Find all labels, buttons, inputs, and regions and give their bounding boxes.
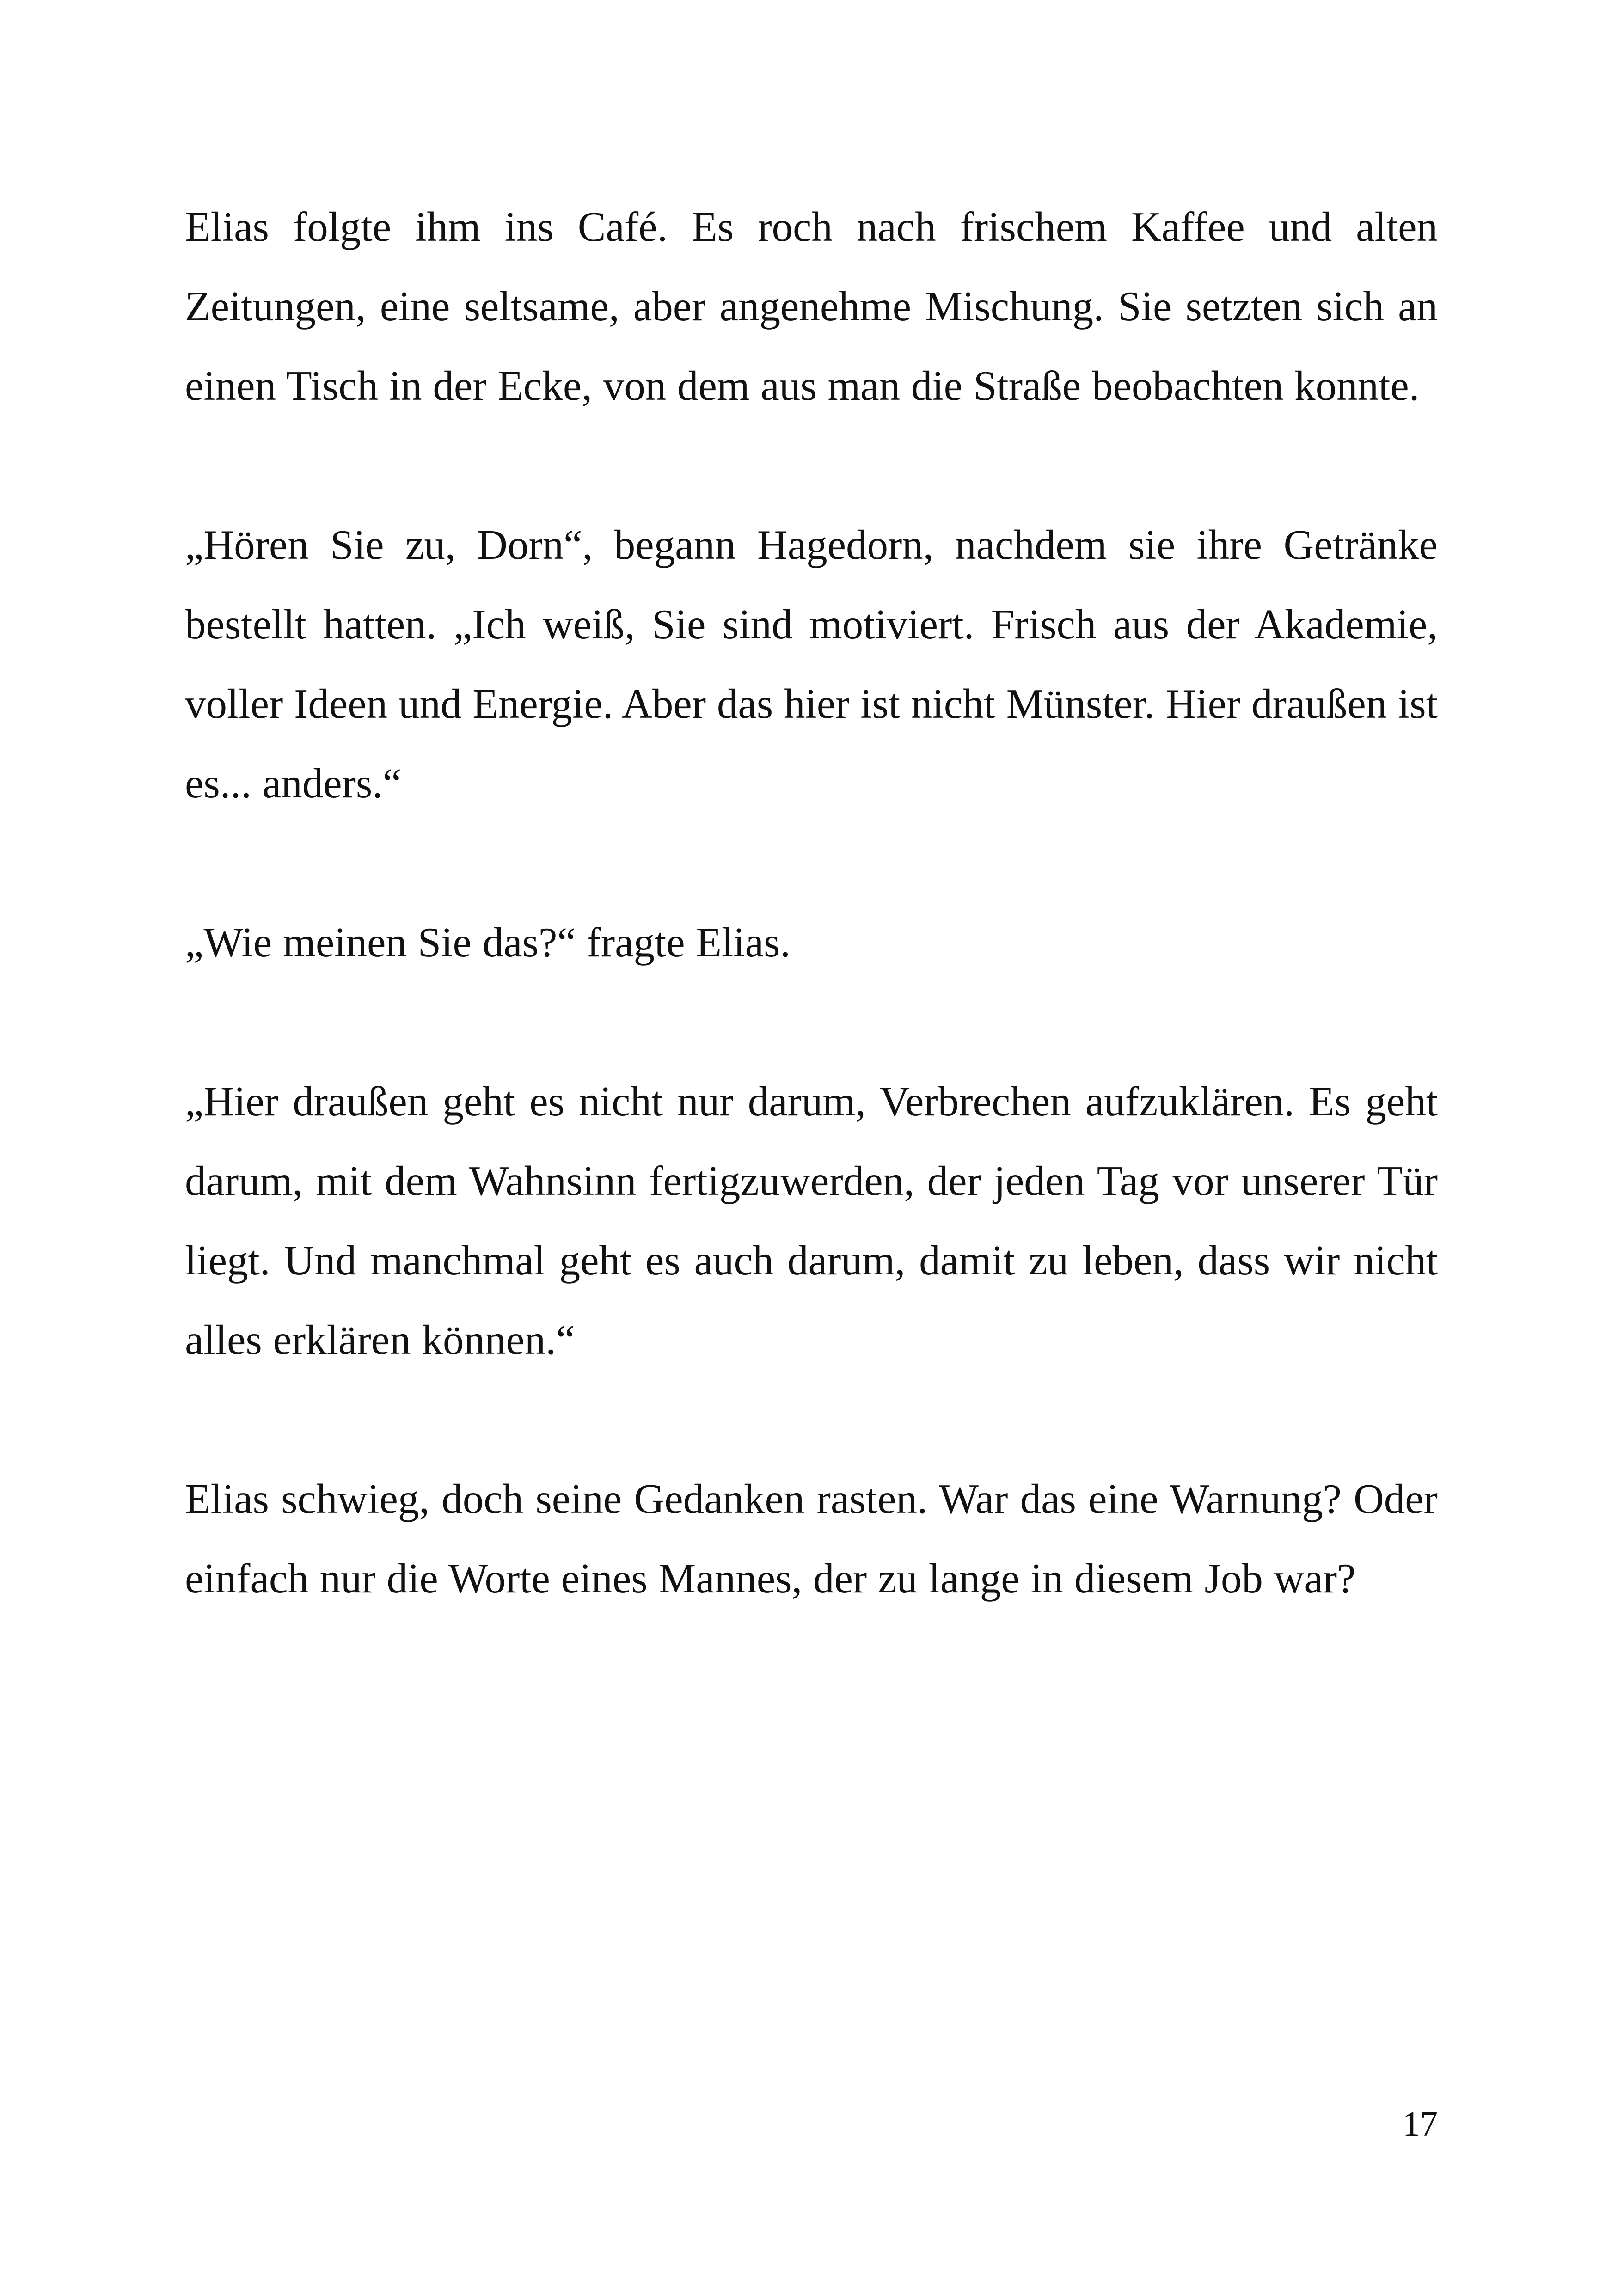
paragraph-hagedorn-reply: „Hier draußen geht es nicht nur darum, Verbrechen aufzuklären. Es geht darum, mit dem Wahnsinn fertigzuwerden, der jeden Tag vor unserer Tür liegt. Und manchmal geht es auch darum, damit zu leben, dass wir nicht alles erklären können.“ — [185, 1078, 1438, 1363]
page-number: 17 — [1403, 2105, 1438, 2143]
paragraph-elias-question: „Wie meinen Sie das?“ fragte Elias. — [185, 919, 791, 966]
body-text — [185, 187, 1438, 1618]
paragraph-hagedorn-speech: „Hören Sie zu, Dorn“, begann Hagedorn, nachdem sie ihre Getränke bestellt hatten. „Ich weiß, Sie sind motiviert. Frisch aus der Akademie, voller Ideen und Energie. Aber das hier ist nicht Münster. Hier draußen ist es... anders.“ — [185, 521, 1438, 807]
paragraph-cafe: Elias folgte ihm ins Café. Es roch nach frischem Kaffee und alten Zeitungen, eine seltsame, aber angenehme Mischung. Sie setzten sich an einen Tisch in der Ecke, von dem aus man die Straße beobachten konnte. — [185, 203, 1438, 409]
paragraph-elias-thoughts: Elias schwieg, doch seine Gedanken rasten. War das eine Warnung? Oder einfach nur die Worte eines Mannes, der zu lange in diesem Job war? — [185, 1476, 1438, 1602]
